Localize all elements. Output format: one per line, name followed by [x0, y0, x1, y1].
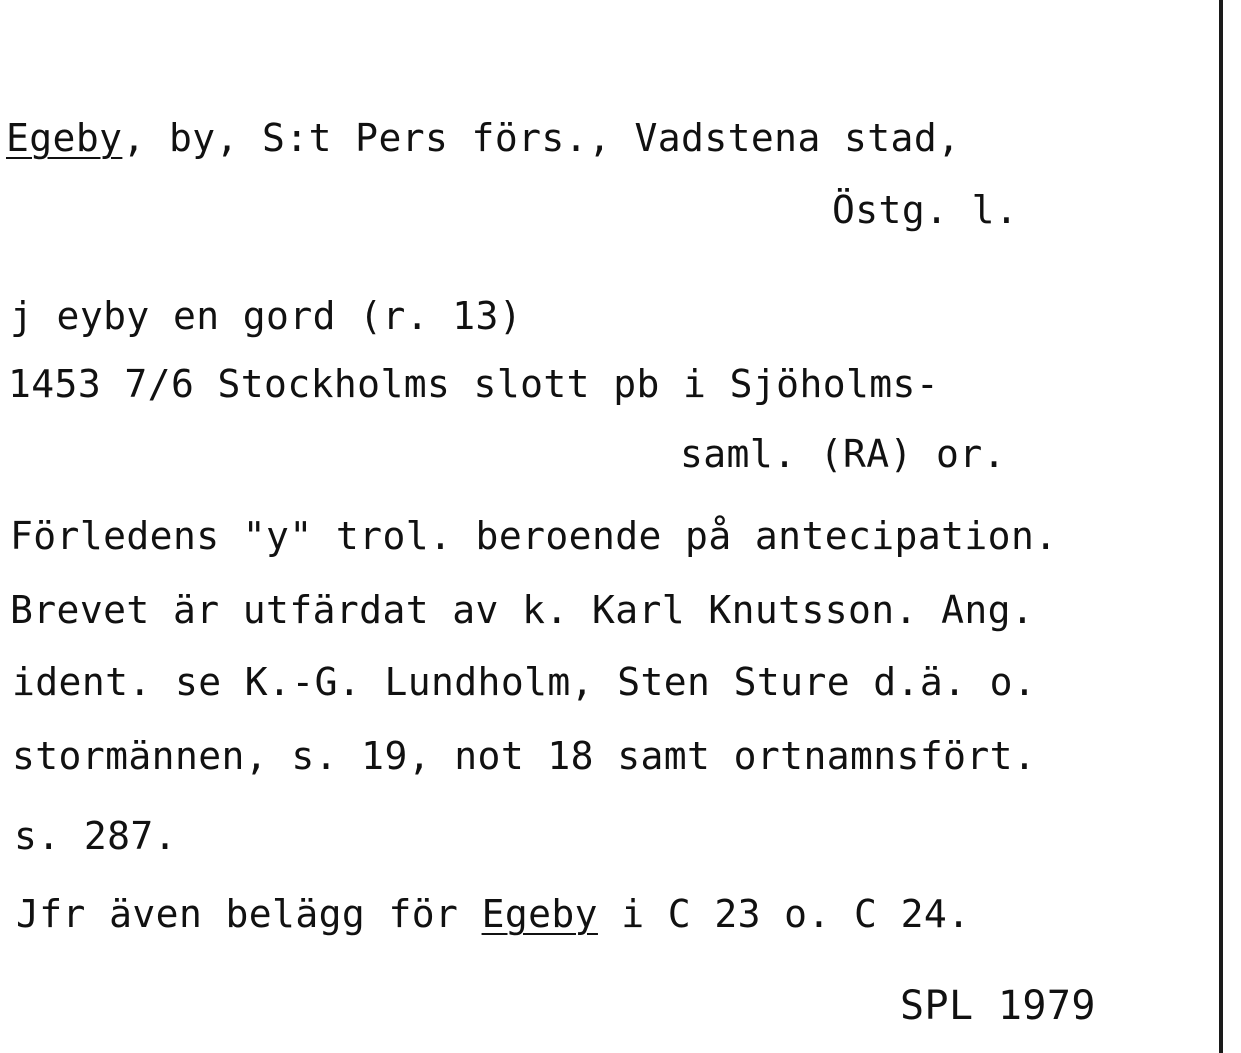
crossref-prefix: Jfr även belägg för	[16, 892, 482, 936]
record-quote: j eyby en gord (r. 13)	[10, 294, 523, 338]
place-name: Egeby	[6, 116, 123, 160]
crossref-place-name: Egeby	[481, 892, 598, 936]
note-line: stormännen, s. 19, not 18 samt ortnamnsfört.	[12, 734, 1037, 778]
signature: SPL 1979	[900, 983, 1096, 1029]
note-line: ident. se K.-G. Lundholm, Sten Sture d.ä. o.	[12, 660, 1037, 704]
card-heading	[6, 116, 960, 160]
region-code: Östg. l.	[832, 188, 1019, 232]
cross-reference	[16, 892, 970, 936]
source-line-1: 1453 7/6 Stockholms slott pb i Sjöholms-	[8, 362, 940, 406]
crossref-suffix: i C 23 o. C 24.	[597, 892, 971, 936]
note-line: s. 287.	[14, 814, 177, 858]
note-line: Förledens "y" trol. beroende på antecipation.	[10, 514, 1058, 558]
place-description: , by, S:t Pers förs., Vadstena stad,	[122, 116, 961, 160]
note-line: Brevet är utfärdat av k. Karl Knutsson. Ang.	[10, 588, 1035, 632]
source-line-2: saml. (RA) or.	[680, 432, 1006, 476]
card-edge-line	[1219, 0, 1223, 1053]
